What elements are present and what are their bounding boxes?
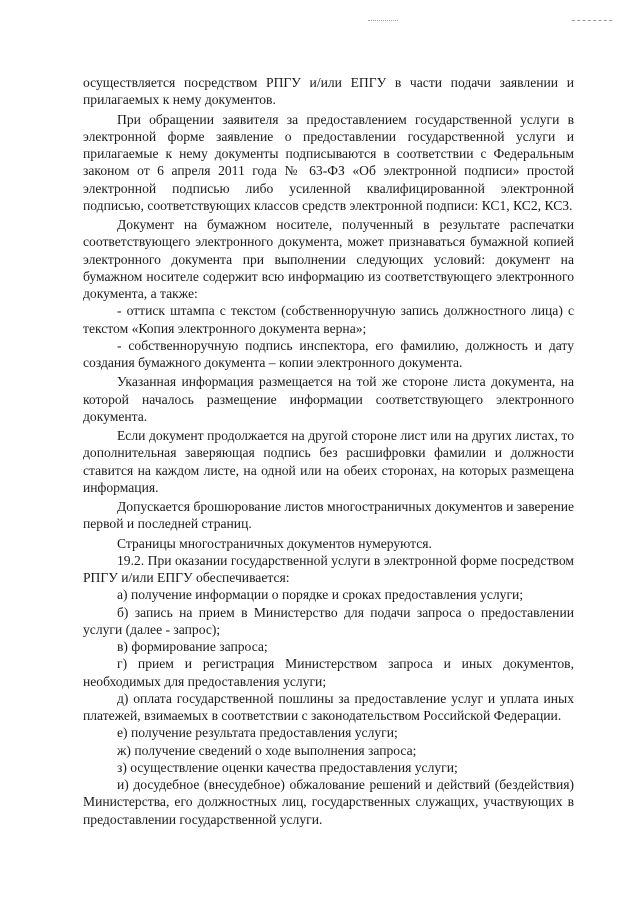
paragraph-electronic-signature: При обращении заявителя за предоставлением государственной услуги в электронной форме заявление о предоставлении государственной услуги и прилагаемые к нему документы подписываются в соответствии с Федеральным законом от 6 апреля 2011 года № 63-ФЗ «Об электронной подписи» простой электронной подписью либо усиленной квалифицированной электронной подписью, соответствующих классов средств электронной подписи: КС1, КС2, КС3. bbox=[83, 111, 574, 213]
paragraph-information-placement: Указанная информация размещается на той же стороне листа документа, на которой началось размещение информации соответствующего электронного документа. bbox=[83, 374, 574, 424]
list-item-e: е) получение результата предоставления услуги; bbox=[117, 725, 398, 741]
scan-mark bbox=[572, 20, 612, 21]
list-item-b: б) запись на прием в Министерство для подачи запроса о предоставлении услуги (далее - запрос); bbox=[83, 604, 574, 637]
paragraph-continuation: осуществляется посредством РПГУ и/или ЕПГУ в части подачи заявлении и прилагаемых к нему документов. bbox=[83, 75, 574, 108]
list-item-g: г) прием и регистрация Министерством запроса и иных документов, необходимых для предоставления услуги; bbox=[83, 656, 574, 689]
list-item-a: а) получение информации о порядке и сроках предоставления услуги; bbox=[117, 587, 524, 603]
paragraph-page-numbering: Страницы многостраничных документов нумеруются. bbox=[117, 535, 432, 551]
list-item-d: д) оплата государственной пошлины за предоставление услуг и уплата иных платежей, взимаемых в соответствии с законодательством Российской Федерации. bbox=[83, 690, 574, 723]
paragraph-binding: Допускается брошюрование листов многостраничных документов и заверение первой и последней страниц. bbox=[83, 499, 574, 532]
document-body bbox=[83, 74, 574, 828]
list-item-z: з) осуществление оценки качества предоставления услуги; bbox=[117, 759, 458, 775]
scan-mark bbox=[368, 20, 398, 21]
paragraph-signature-item: - собственноручную подпись инспектора, его фамилию, должность и дату создания бумажного документа – копии электронного документа. bbox=[83, 337, 574, 370]
list-item-zh: ж) получение сведений о ходе выполнения запроса; bbox=[117, 742, 417, 758]
list-item-i: и) досудебное (внесудебное) обжалование решений и действий (бездействия) Министерства, его должностных лиц, государственных служащих, участвующих в предоставлении государственной услуги. bbox=[83, 777, 574, 827]
list-item-v: в) формирование запроса; bbox=[117, 639, 268, 654]
paragraph-paper-copy-conditions: Документ на бумажном носителе, полученный в результате распечатки соответствующего электронного документа, может признаваться бумажной копией электронного документа при выполнении следующих условий: документ на бумажном носителе содержит всю информацию из соответствующего электронного документа, а также: bbox=[83, 217, 574, 301]
paragraph-section-19-2: 19.2. При оказании государственной услуги в электронной форме посредством РПГУ и/или ЕПГУ обеспечивается: bbox=[83, 552, 574, 585]
paragraph-other-side: Если документ продолжается на другой стороне лист или на других листах, то дополнительная заверяющая подпись без расшифровки фамилии и должности ставится на каждом листе, на одной или на обеих сторонах, на которых размещена информация. bbox=[83, 428, 574, 495]
paragraph-stamp-item: - оттиск штампа с текстом (собственноручную запись должностного лица) с текстом «Копия электронного документа верна»; bbox=[83, 303, 574, 336]
